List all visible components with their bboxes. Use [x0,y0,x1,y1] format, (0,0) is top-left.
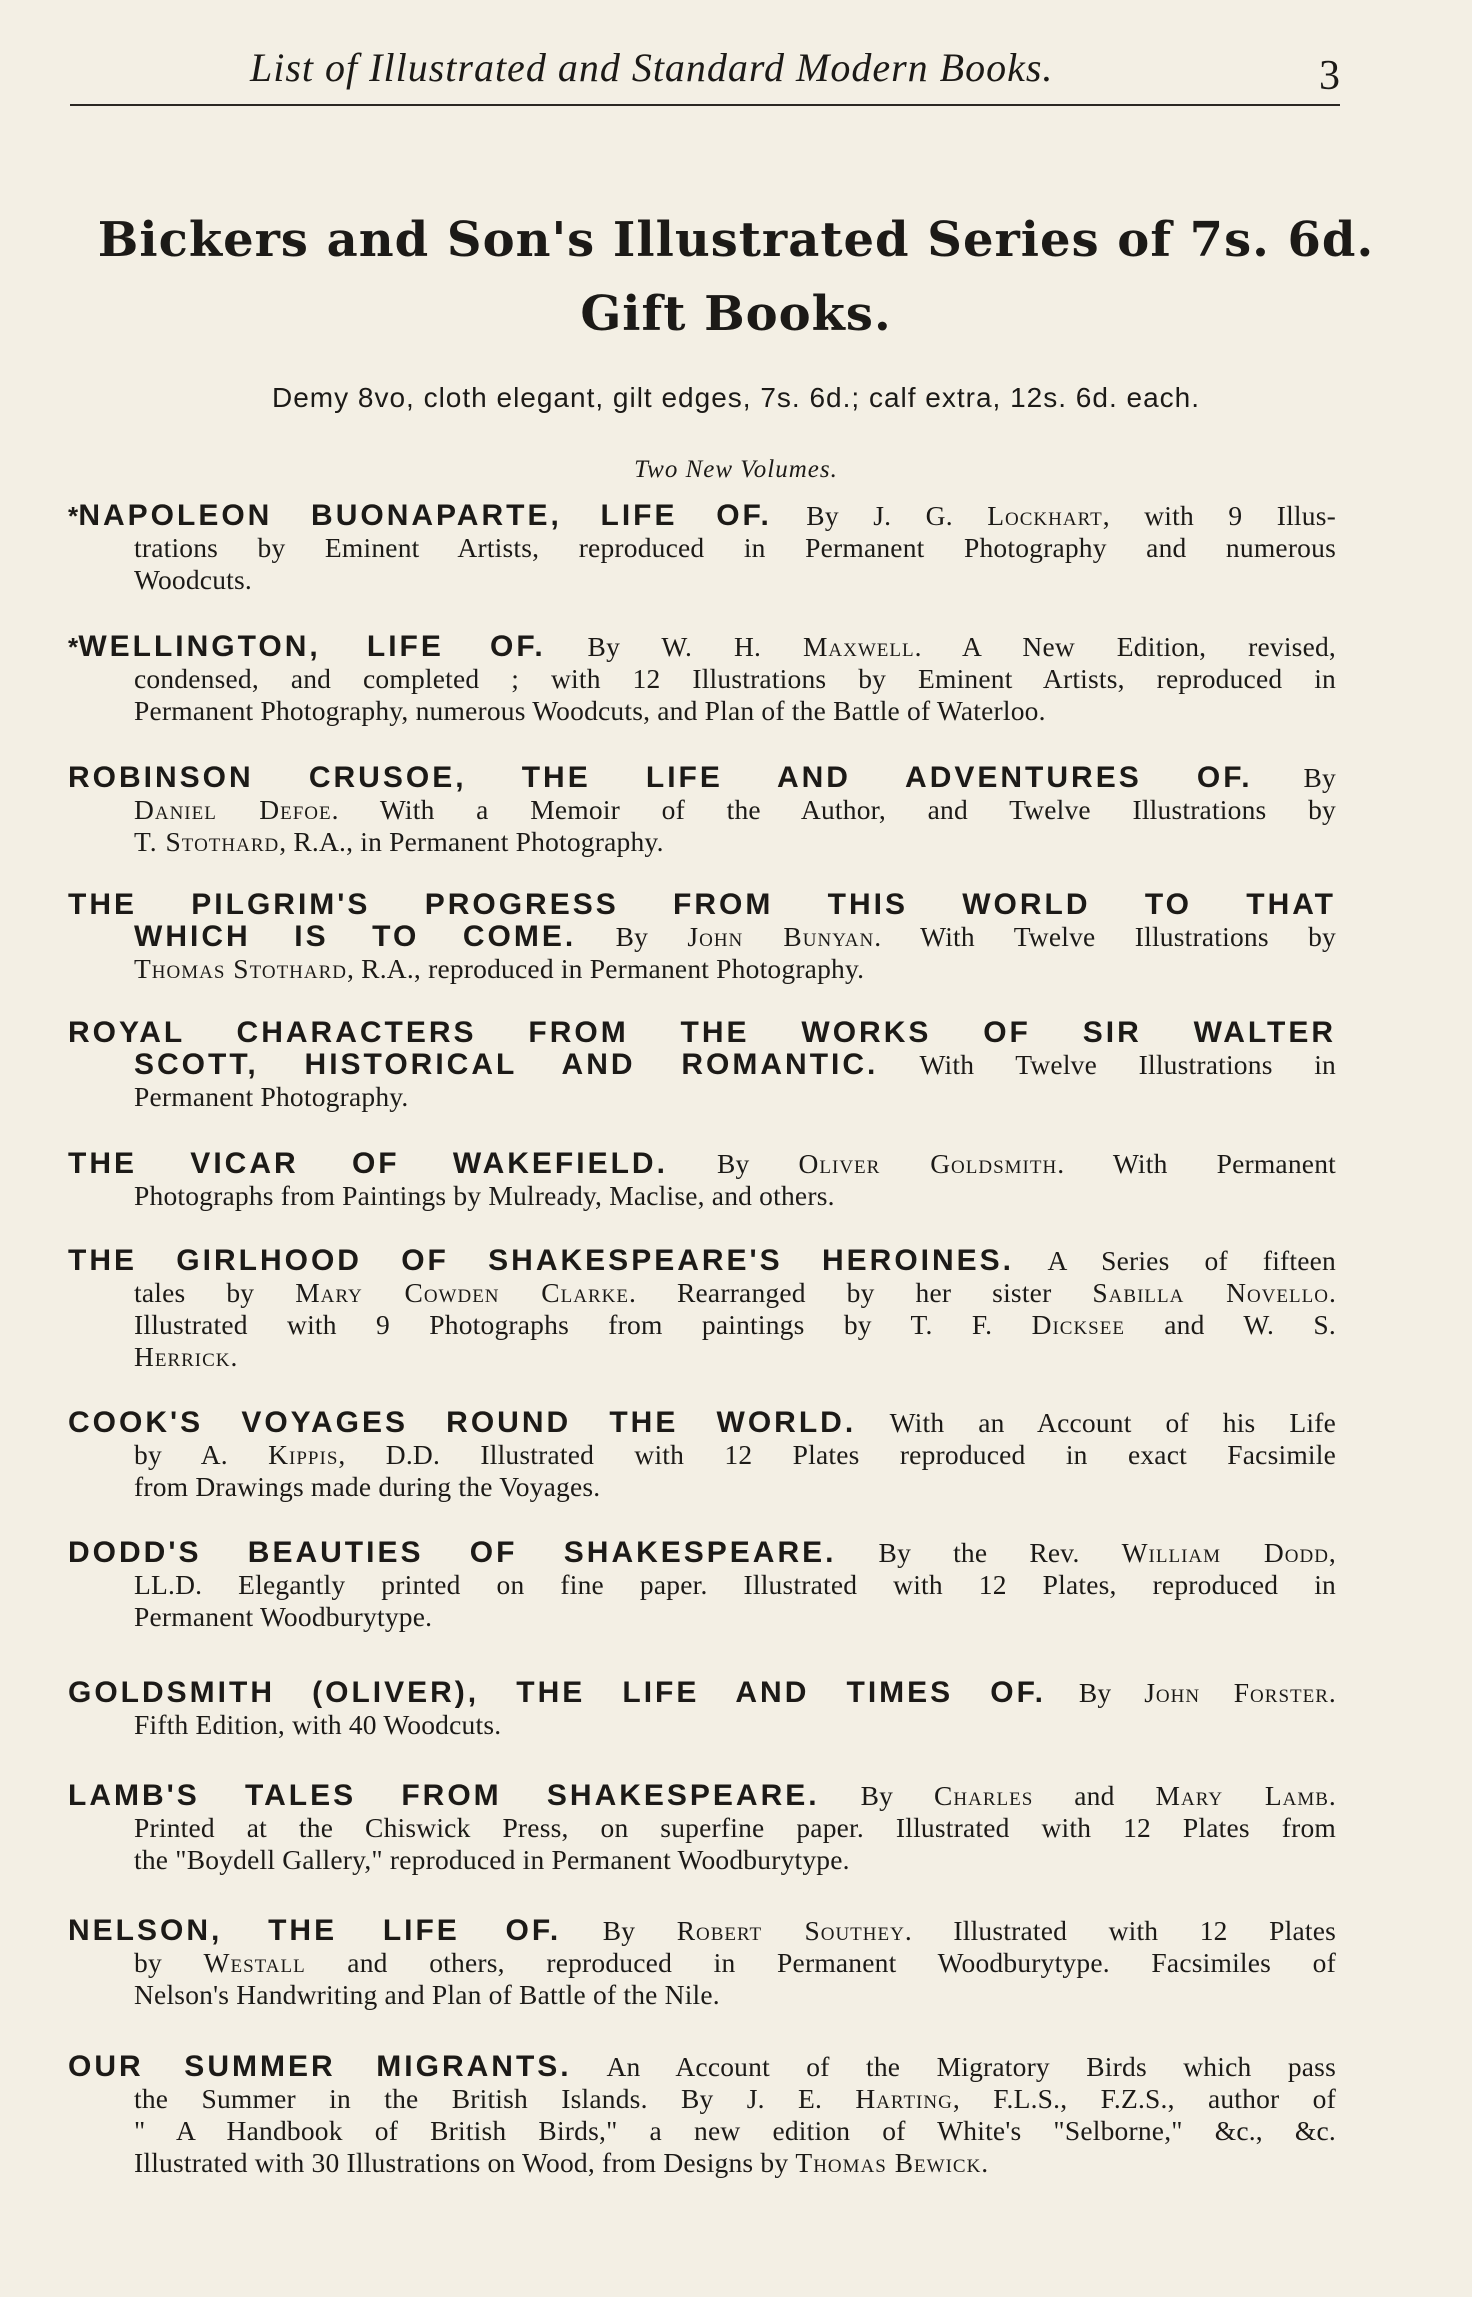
entry-line: Fifth Edition, with 40 Woodcuts. [134,1709,502,1740]
entry-line: GOLDSMITH (OLIVER), THE LIFE AND TIMES OF. By John Forster. [68,1676,1336,1709]
book-title: DODD'S BEAUTIES OF SHAKESPEARE. [68,1536,837,1569]
entry-line: Photographs from Paintings by Mulready, Maclise, and others. [134,1180,835,1211]
entry-line: by Westall and others, reproduced in Permanent Woodburytype. Facsimiles of [134,1947,1336,1978]
book-title: GOLDSMITH (OLIVER), THE LIFE AND TIMES OF. [68,1676,1046,1709]
editor-name: Sabilla Novello [1092,1277,1329,1308]
entry-line [68,889,1336,921]
entry-line: tales by Mary Cowden Clarke. Rearranged by her sister Sabilla Novello. [134,1277,1337,1308]
book-title: THE VICAR OF WAKEFIELD. [68,1147,668,1180]
book-title-cont: WHICH IS TO COME. [134,920,577,953]
entry-line: Thomas Stothard, R.A., reproduced in Permanent Photography. [134,953,865,984]
author-name: Robert Southey [676,1915,905,1946]
entry-line: Woodcuts. [134,564,252,595]
entry-line: COOK'S VOYAGES ROUND THE WORLD. With an Account of his Life [68,1406,1336,1439]
artist-name: Thomas Stothard [134,953,348,984]
running-head [70,38,1340,100]
series-title-line2: Gift Books. [580,286,892,342]
entry-line: Permanent Photography, numerous Woodcuts, and Plan of the Battle of Waterloo. [134,695,1046,726]
entry-line: Herrick. [134,1341,238,1372]
entry-line: Permanent Photography. [134,1081,409,1112]
artist-name: T. Stothard [134,826,280,857]
new-volume-asterisk: * [68,501,79,531]
author-name: Lockhart [987,500,1103,531]
format-line: Demy 8vo, cloth elegant, gilt edges, 7s. 6d.; calf extra, 12s. 6d. each. [271,382,1201,413]
entry-line: T. Stothard, R.A., in Permanent Photography. [134,826,664,857]
artist-name: Herrick [134,1341,231,1372]
series-title-line1: Bickers and Son's Illustrated Series of 7s. 6d. [97,212,1375,268]
book-entry-dodds-beauties [68,1537,1336,1633]
entry-line: WHICH IS TO COME. By John Bunyan. With Twelve Illustrations by [134,920,1336,953]
entry-line: " A Handbook of British Birds," a new edition of White's "Selborne," &c., &c. [134,2115,1336,2146]
book-entry-wellington [68,631,1336,727]
book-title-cont: SCOTT, HISTORICAL AND ROMANTIC. [134,1048,879,1081]
book-title: THE PILGRIM'S PROGRESS FROM THIS WORLD TO THAT [68,888,1336,921]
author-name: Oliver Goldsmith [798,1148,1058,1179]
author-name: Maxwell [802,631,915,662]
author-name: Mary Lamb [1155,1780,1329,1811]
book-entry-goldsmith [68,1677,1336,1741]
author-name: John Bunyan [687,921,875,952]
entry-line: Daniel Defoe. With a Memoir of the Author, and Twelve Illustrations by [134,794,1336,825]
artist-name: Westall [203,1947,306,1978]
entry-line: by A. Kippis, D.D. Illustrated with 12 Plates reproduced in exact Facsimile [134,1439,1336,1470]
entry-line: THE VICAR OF WAKEFIELD. By Oliver Goldsmith. With Permanent [68,1147,1336,1180]
book-entry-girlhood-heroines [68,1245,1336,1373]
page-number: 3 [1319,53,1340,99]
author-name: Mary Cowden Clarke [295,1277,629,1308]
book-entry-summer-migrants [68,2051,1336,2179]
book-entry-royal-characters [68,1017,1336,1113]
book-entry-robinson-crusoe [68,762,1336,858]
book-title: LAMB'S TALES FROM SHAKESPEARE. [68,1779,820,1812]
entry-line: Illustrated with 9 Photographs from paintings by T. F. Dicksee and W. S. [134,1309,1336,1340]
book-title: THE GIRLHOOD OF SHAKESPEARE'S HEROINES. [68,1244,1015,1277]
book-title: NAPOLEON BUONAPARTE, LIFE OF. [78,499,772,532]
book-title: WELLINGTON, LIFE OF. [78,630,546,663]
running-title: List of Illustrated and Standard Modern Books. [250,45,1054,90]
entry-line: Permanent Woodburytype. [134,1601,433,1632]
author-name: Harting [855,2083,953,2114]
entry-line: Printed at the Chiswick Press, on superfine paper. Illustrated with 12 Plates from [134,1812,1336,1843]
artist-name: Thomas Bewick [795,2147,982,2178]
book-entry-pilgrims-progress [68,889,1336,985]
entry-line: NELSON, THE LIFE OF. By Robert Southey. Illustrated with 12 Plates [68,1914,1337,1947]
book-title: ROYAL CHARACTERS FROM THE WORKS OF SIR WALTER [68,1016,1336,1049]
book-entry-cooks-voyages [68,1407,1336,1503]
entry-line: LL.D. Elegantly printed on fine paper. Illustrated with 12 Plates, reproduced in [134,1569,1336,1600]
entry-line: the Summer in the British Islands. By J. E. Harting, F.L.S., F.Z.S., author of [134,2083,1336,2114]
entry-line: trations by Eminent Artists, reproduced in Permanent Photography and numerous [134,532,1336,563]
header-rule [70,104,1340,106]
new-volume-asterisk: * [68,632,79,662]
author-name: John Forster [1144,1677,1329,1708]
book-title: NELSON, THE LIFE OF. [68,1914,562,1947]
entry-line: Nelson's Handwriting and Plan of Battle of the Nile. [134,1979,720,2010]
entry-line: LAMB'S TALES FROM SHAKESPEARE. By Charles and Mary Lamb. [68,1779,1336,1812]
book-title: ROBINSON CRUSOE, THE LIFE AND ADVENTURES OF. [68,761,1253,794]
author-name: Daniel Defoe [134,794,332,825]
entry-line: ROBINSON CRUSOE, THE LIFE AND ADVENTURES OF. By [68,761,1336,794]
entry-line: condensed, and completed ; with 12 Illustrations by Eminent Artists, reproduced in [134,663,1336,694]
entry-line [68,1017,1336,1049]
entry-line: from Drawings made during the Voyages. [134,1471,601,1502]
book-entry-nelson [68,1915,1336,2011]
book-entry-lambs-tales [68,1780,1336,1876]
entry-line: *WELLINGTON, LIFE OF. By W. H. Maxwell. A New Edition, revised, [68,630,1337,663]
sub-heading: Two New Volumes. [634,456,838,483]
book-entry-vicar-of-wakefield [68,1148,1336,1212]
entry-line: the "Boydell Gallery," reproduced in Permanent Woodburytype. [134,1844,850,1875]
author-name: Kippis [268,1439,339,1470]
entry-line: *NAPOLEON BUONAPARTE, LIFE OF. By J. G. Lockhart, with 9 Illus- [68,499,1336,532]
artist-name: Dicksee [1031,1309,1125,1340]
author-name: William Dodd [1121,1537,1329,1568]
entry-line: OUR SUMMER MIGRANTS. An Account of the Migratory Birds which pass [68,2050,1336,2083]
entry-line: SCOTT, HISTORICAL AND ROMANTIC. With Twelve Illustrations in [134,1048,1336,1081]
entry-line: THE GIRLHOOD OF SHAKESPEARE'S HEROINES. A Series of fifteen [68,1244,1337,1277]
entry-line: DODD'S BEAUTIES OF SHAKESPEARE. By the Rev. William Dodd, [68,1536,1336,1569]
book-title: OUR SUMMER MIGRANTS. [68,2050,572,2083]
book-entry-napoleon [68,500,1336,596]
book-title: COOK'S VOYAGES ROUND THE WORLD. [68,1406,857,1439]
author-name: Charles [934,1780,1034,1811]
entry-line: Illustrated with 30 Illustrations on Wood, from Designs by Thomas Bewick. [134,2147,989,2178]
